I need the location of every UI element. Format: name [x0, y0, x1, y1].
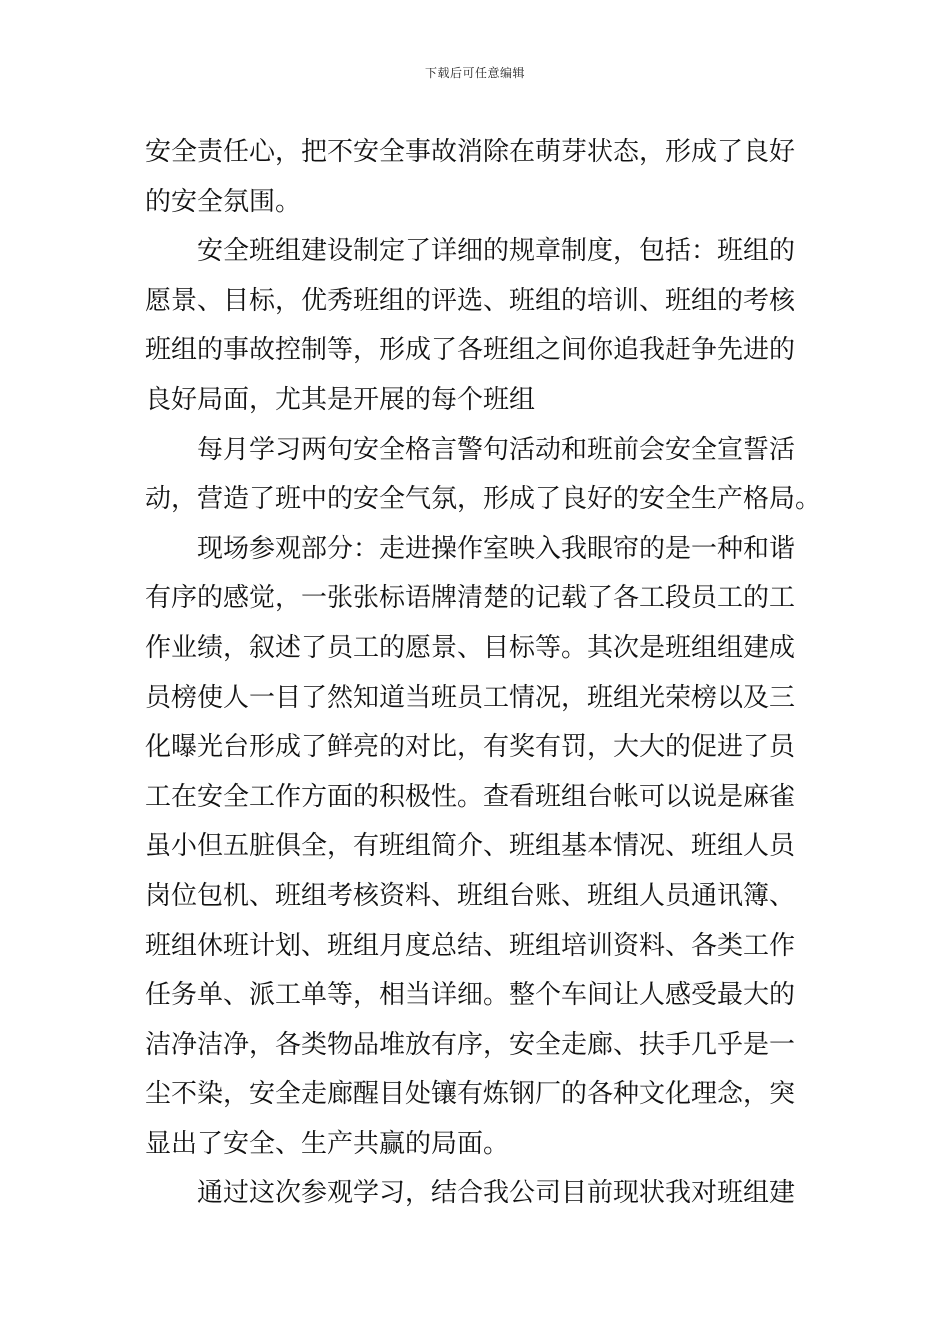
text-line: 员榜使人一目了然知道当班员工情况，班组光荣榜以及三 — [145, 682, 796, 713]
text-line: 动，营造了班中的安全气氛，形成了良好的安全生产格局。 — [145, 484, 822, 515]
text-line: 愿景、目标，优秀班组的评选、班组的培训、班组的考核 — [145, 285, 796, 316]
paragraph-2 — [145, 227, 810, 425]
text-line: 安全班组建设制定了详细的规章制度，包括：班组的 — [197, 236, 796, 267]
text-line: 安全责任心，把不安全事故消除在萌芽状态，形成了良好 — [145, 137, 796, 167]
text-line: 化曝光台形成了鲜亮的对比，有奖有罚，大大的促进了员 — [145, 732, 796, 763]
text-line: 班组的事故控制等，形成了各班组之间你追我赶争先进的 — [145, 335, 796, 366]
document-body — [145, 128, 822, 1219]
paragraph-1 — [145, 128, 810, 227]
paragraph-4 — [145, 525, 810, 1170]
text-line: 任务单、派工单等，相当详细。整个车间让人感受最大的 — [145, 980, 796, 1011]
paragraph-3 — [145, 426, 822, 525]
text-line: 现场参观部分：走进操作室映入我眼帘的是一种和谐 — [197, 533, 796, 564]
page-header-note: 下载后可任意编辑 — [424, 66, 525, 80]
text-line: 班组休班计划、班组月度总结、班组培训资料、各类工作 — [145, 930, 796, 961]
text-line: 的安全氛围。 — [145, 186, 302, 217]
text-line: 有序的感觉，一张张标语牌清楚的记载了各工段员工的工 — [145, 583, 796, 614]
text-line: 作业绩，叙述了员工的愿景、目标等。其次是班组组建成 — [145, 632, 796, 663]
text-line: 每月学习两句安全格言警句活动和班前会安全宣誓活 — [197, 434, 796, 465]
text-line: 洁净洁净，各类物品堆放有序，安全走廊、扶手几乎是一 — [145, 1029, 796, 1060]
text-line: 显出了安全、生产共赢的局面。 — [145, 1128, 510, 1159]
text-line: 良好局面，尤其是开展的每个班组 — [145, 384, 536, 415]
text-line: 工在安全工作方面的积极性。查看班组台帐可以说是麻雀 — [145, 781, 796, 812]
text-line: 岗位包机、班组考核资料、班组台账、班组人员通讯簿、 — [145, 880, 796, 911]
text-line: 虽小但五脏俱全，有班组简介、班组基本情况、班组人员 — [145, 831, 796, 862]
text-line: 尘不染，安全走廊醒目处镶有炼钢厂的各种文化理念，突 — [145, 1079, 796, 1110]
text-line: 通过这次参观学习，结合我公司目前现状我对班组建 — [197, 1178, 796, 1209]
paragraph-5 — [145, 1169, 810, 1219]
